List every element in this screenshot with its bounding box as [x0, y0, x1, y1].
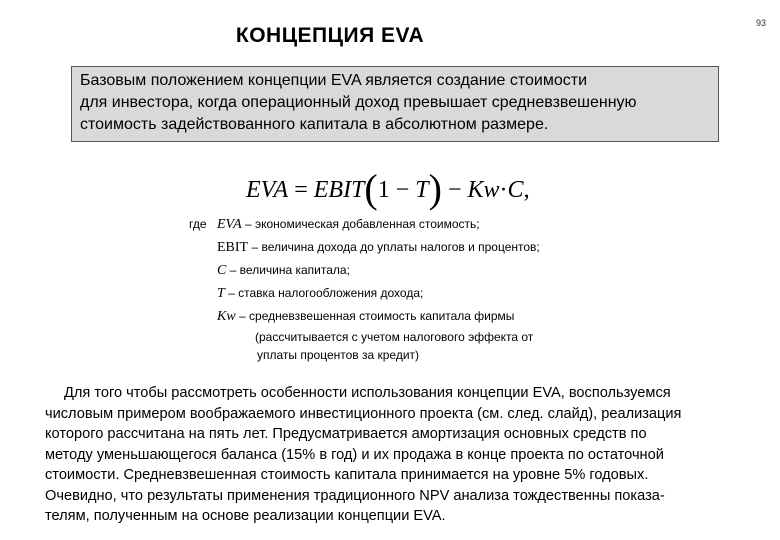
formula-t: T: [415, 177, 429, 203]
definition-symbol-kw: Kw: [217, 309, 236, 324]
definition-symbol-eva: EVA: [217, 217, 242, 232]
eva-formula: [246, 160, 530, 211]
formula-ebit: EBIT: [313, 177, 365, 203]
formula-eq: =: [288, 177, 314, 203]
paragraph-line-4: методу уменьшающегося баланса (15% в год) и их продажа в конце проекта по остаточной: [45, 446, 664, 463]
main-paragraph: [45, 383, 745, 527]
definition-kw-continuation-1: (рассчитывается с учетом налогового эффекта от: [255, 330, 534, 344]
intro-line-2: для инвестора, когда операционный доход превышает средневзвешенную: [80, 94, 637, 111]
definition-where-label: где: [189, 217, 207, 231]
definition-row-c: [189, 259, 540, 282]
paragraph-line-6: Очевидно, что результаты применения традиционного NPV анализа тождественны показа-: [45, 487, 665, 504]
slide-title: КОНЦЕПЦИЯ EVA: [235, 24, 425, 47]
definition-text-t: – ставка налогообложения дохода;: [224, 286, 424, 300]
definition-symbol-c: C: [217, 263, 227, 278]
definition-text-kw: – средневзвешенная стоимость капитала фирмы: [235, 309, 515, 323]
definition-symbol-t: T: [217, 286, 225, 301]
paragraph-line-2: числовым примером воображаемого инвестиционного проекта (см. след. слайд), реализация: [45, 405, 682, 422]
definition-body-c: [217, 259, 350, 282]
definition-row-ebit: [189, 236, 540, 259]
definitions-list: [189, 213, 540, 364]
definition-row-t: [189, 282, 540, 305]
definition-symbol-ebit: EBIT: [217, 240, 249, 255]
intro-line-3: стоимость задействованного капитала в абсолютном размере.: [80, 116, 549, 133]
definition-text-eva: – экономическая добавленная стоимость;: [241, 217, 480, 231]
formula-one-minus: 1 −: [377, 177, 416, 203]
definition-text-c: – величина капитала;: [226, 263, 350, 277]
definition-row-eva: [189, 213, 540, 236]
definition-kw-continuation-2: уплаты процентов за кредит): [257, 348, 420, 362]
definition-body-kw: [217, 305, 514, 328]
definition-body-ebit: [217, 236, 540, 259]
definition-body-t: [217, 282, 423, 305]
formula-comma: ,: [523, 177, 530, 203]
paragraph-line-1: Для того чтобы рассмотреть особенности использования концепции EVA, воспользуемся: [64, 385, 671, 401]
definition-body-eva: [217, 213, 480, 236]
formula-open-paren: (: [364, 166, 378, 211]
intro-box: [71, 66, 719, 142]
intro-line-1: Базовым положением концепции EVA является создание стоимости: [80, 72, 588, 89]
slide-title-container: [0, 24, 780, 48]
paragraph-line-7: телям, полученным на основе реализации концепции EVA.: [45, 508, 446, 524]
definition-text-ebit: – величина дохода до уплаты налогов и процентов;: [248, 240, 540, 254]
formula-close-paren: ): [428, 166, 442, 211]
formula-kw: Kw: [467, 177, 500, 203]
formula-c: C: [507, 177, 524, 203]
page-number: 93: [755, 18, 766, 28]
formula-dot: ·: [499, 177, 508, 203]
formula-minus: −: [441, 177, 468, 203]
paragraph-line-3: которого рассчитана на пять лет. Предусматривается амортизация основных средств по: [45, 426, 647, 442]
definition-row-kw: [189, 305, 540, 328]
paragraph-line-5: стоимости. Средневзвешенная стоимость капитала принимается на уровне 5% годовых.: [45, 467, 649, 483]
formula-lhs: EVA: [246, 177, 289, 203]
